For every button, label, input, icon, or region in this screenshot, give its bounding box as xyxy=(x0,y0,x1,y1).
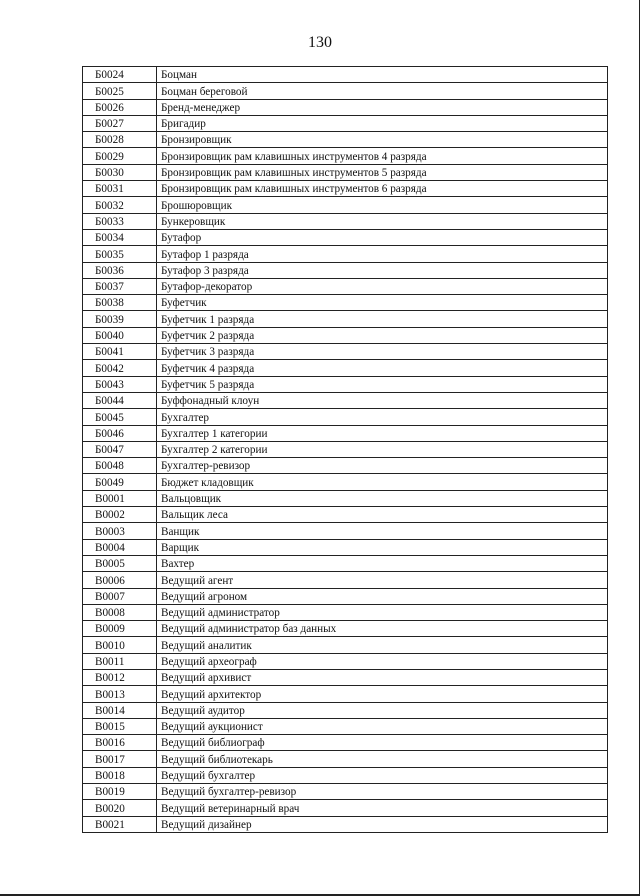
table-row xyxy=(83,392,608,408)
occupation-code: Б0028 xyxy=(83,132,157,148)
table-row xyxy=(83,213,608,229)
occupation-name: Ведущий агент xyxy=(157,572,608,588)
occupation-code: Б0041 xyxy=(83,344,157,360)
table-row xyxy=(83,735,608,751)
table-row xyxy=(83,767,608,783)
occupation-code: Б0049 xyxy=(83,474,157,490)
table-row xyxy=(83,67,608,83)
occupation-name: Ванщик xyxy=(157,523,608,539)
occupation-name: Буфетчик 1 разряда xyxy=(157,311,608,327)
table-row xyxy=(83,181,608,197)
occupation-name: Бригадир xyxy=(157,115,608,131)
occupation-name: Вахтер xyxy=(157,555,608,571)
occupation-code: Б0048 xyxy=(83,458,157,474)
table-row xyxy=(83,344,608,360)
occupation-name: Бренд-менеджер xyxy=(157,99,608,115)
occupation-code: В0007 xyxy=(83,588,157,604)
table-body xyxy=(83,67,608,833)
occupation-name: Буфетчик 3 разряда xyxy=(157,344,608,360)
occupation-name: Ведущий библиотекарь xyxy=(157,751,608,767)
table-row xyxy=(83,360,608,376)
occupation-name: Ведущий агроном xyxy=(157,588,608,604)
occupation-code: В0014 xyxy=(83,702,157,718)
occupation-code: Б0035 xyxy=(83,246,157,262)
table-row xyxy=(83,669,608,685)
table-row xyxy=(83,229,608,245)
table-row xyxy=(83,490,608,506)
occupation-code: Б0046 xyxy=(83,425,157,441)
occupation-name: Буфетчик 4 разряда xyxy=(157,360,608,376)
occupation-name: Вальцовщик xyxy=(157,490,608,506)
occupation-code: Б0030 xyxy=(83,164,157,180)
occupation-name: Бутафор-декоратор xyxy=(157,278,608,294)
occupation-code: В0017 xyxy=(83,751,157,767)
table-row xyxy=(83,132,608,148)
occupation-name: Ведущий архивист xyxy=(157,669,608,685)
table-row xyxy=(83,197,608,213)
table-row xyxy=(83,751,608,767)
occupation-name: Бухгалтер 1 категории xyxy=(157,425,608,441)
table-row xyxy=(83,441,608,457)
occupation-name: Ведущий аналитик xyxy=(157,637,608,653)
occupation-code: В0021 xyxy=(83,816,157,832)
occupation-code: В0008 xyxy=(83,604,157,620)
table-row xyxy=(83,278,608,294)
occupation-code: Б0036 xyxy=(83,262,157,278)
occupation-name: Бронзировщик рам клавишных инструментов 5 разряда xyxy=(157,164,608,180)
occupation-name: Ведущий библиограф xyxy=(157,735,608,751)
table-row xyxy=(83,115,608,131)
table-row xyxy=(83,262,608,278)
table-row xyxy=(83,327,608,343)
table-row xyxy=(83,800,608,816)
occupation-code: В0011 xyxy=(83,653,157,669)
occupation-code: В0004 xyxy=(83,539,157,555)
occupation-code: Б0037 xyxy=(83,278,157,294)
occupation-code: В0003 xyxy=(83,523,157,539)
occupation-name: Боцман береговой xyxy=(157,83,608,99)
occupation-code: Б0047 xyxy=(83,441,157,457)
occupation-code: В0015 xyxy=(83,718,157,734)
occupation-code: Б0043 xyxy=(83,376,157,392)
occupation-code: Б0034 xyxy=(83,229,157,245)
occupation-code: Б0024 xyxy=(83,67,157,83)
table-row xyxy=(83,555,608,571)
occupation-name: Бухгалтер-ревизор xyxy=(157,458,608,474)
occupation-name: Ведущий архитектор xyxy=(157,686,608,702)
table-row xyxy=(83,409,608,425)
table-row xyxy=(83,458,608,474)
occupation-name: Ведущий аудитор xyxy=(157,702,608,718)
occupation-name: Бронзировщик рам клавишных инструментов 4 разряда xyxy=(157,148,608,164)
table-row xyxy=(83,523,608,539)
occupation-code: В0006 xyxy=(83,572,157,588)
table-row xyxy=(83,816,608,832)
occupation-name: Варщик xyxy=(157,539,608,555)
occupation-code: Б0027 xyxy=(83,115,157,131)
table-row xyxy=(83,311,608,327)
table-row xyxy=(83,784,608,800)
occupation-name: Ведущий аукционист xyxy=(157,718,608,734)
table-row xyxy=(83,164,608,180)
occupation-code: В0001 xyxy=(83,490,157,506)
table-row xyxy=(83,507,608,523)
occupation-name: Бутафор 3 разряда xyxy=(157,262,608,278)
occupation-name: Брошюровщик xyxy=(157,197,608,213)
occupation-name: Бронзировщик xyxy=(157,132,608,148)
occupation-name: Ведущий администратор xyxy=(157,604,608,620)
occupation-table xyxy=(82,66,608,833)
occupation-code: В0016 xyxy=(83,735,157,751)
table-row xyxy=(83,588,608,604)
occupation-name: Бухгалтер xyxy=(157,409,608,425)
table-row xyxy=(83,376,608,392)
occupation-code: Б0040 xyxy=(83,327,157,343)
occupation-code: Б0044 xyxy=(83,392,157,408)
table-row xyxy=(83,539,608,555)
occupation-name: Ведущий бухгалтер xyxy=(157,767,608,783)
occupation-name: Бюджет кладовщик xyxy=(157,474,608,490)
occupation-code: Б0039 xyxy=(83,311,157,327)
table-row xyxy=(83,686,608,702)
occupation-code: В0020 xyxy=(83,800,157,816)
table-row xyxy=(83,148,608,164)
table-row xyxy=(83,572,608,588)
occupation-name: Бутафор 1 разряда xyxy=(157,246,608,262)
occupation-code: В0010 xyxy=(83,637,157,653)
occupation-code: Б0045 xyxy=(83,409,157,425)
table-row xyxy=(83,653,608,669)
table-row xyxy=(83,99,608,115)
table-row xyxy=(83,604,608,620)
occupation-code: В0002 xyxy=(83,507,157,523)
table-row xyxy=(83,637,608,653)
occupation-code: Б0026 xyxy=(83,99,157,115)
occupation-code: В0018 xyxy=(83,767,157,783)
occupation-code: Б0038 xyxy=(83,295,157,311)
occupation-name: Бронзировщик рам клавишных инструментов 6 разряда xyxy=(157,181,608,197)
table-row xyxy=(83,246,608,262)
table-row xyxy=(83,474,608,490)
occupation-name: Ведущий археограф xyxy=(157,653,608,669)
occupation-name: Бухгалтер 2 категории xyxy=(157,441,608,457)
page-number: 130 xyxy=(308,34,332,51)
occupation-code: Б0042 xyxy=(83,360,157,376)
occupation-code: В0019 xyxy=(83,784,157,800)
occupation-code: В0005 xyxy=(83,555,157,571)
occupation-name: Буфетчик 2 разряда xyxy=(157,327,608,343)
occupation-name: Ведущий ветеринарный врач xyxy=(157,800,608,816)
occupation-code: Б0031 xyxy=(83,181,157,197)
occupation-name: Бункеровщик xyxy=(157,213,608,229)
occupation-code: Б0025 xyxy=(83,83,157,99)
occupation-code: В0009 xyxy=(83,621,157,637)
occupation-name: Ведущий администратор баз данных xyxy=(157,621,608,637)
occupation-name: Буфетчик xyxy=(157,295,608,311)
table-row xyxy=(83,425,608,441)
occupation-code: Б0032 xyxy=(83,197,157,213)
table-row xyxy=(83,295,608,311)
table-row xyxy=(83,621,608,637)
occupation-code: Б0029 xyxy=(83,148,157,164)
occupation-name: Бутафор xyxy=(157,229,608,245)
occupation-name: Буфетчик 5 разряда xyxy=(157,376,608,392)
occupation-code: В0012 xyxy=(83,669,157,685)
occupation-code: В0013 xyxy=(83,686,157,702)
occupation-name: Буффонадный клоун xyxy=(157,392,608,408)
occupation-name: Ведущий бухгалтер-ревизор xyxy=(157,784,608,800)
occupation-name: Ведущий дизайнер xyxy=(157,816,608,832)
table-row xyxy=(83,702,608,718)
occupation-code: Б0033 xyxy=(83,213,157,229)
table-row xyxy=(83,718,608,734)
occupation-name: Боцман xyxy=(157,67,608,83)
table-row xyxy=(83,83,608,99)
occupation-name: Вальщик леса xyxy=(157,507,608,523)
